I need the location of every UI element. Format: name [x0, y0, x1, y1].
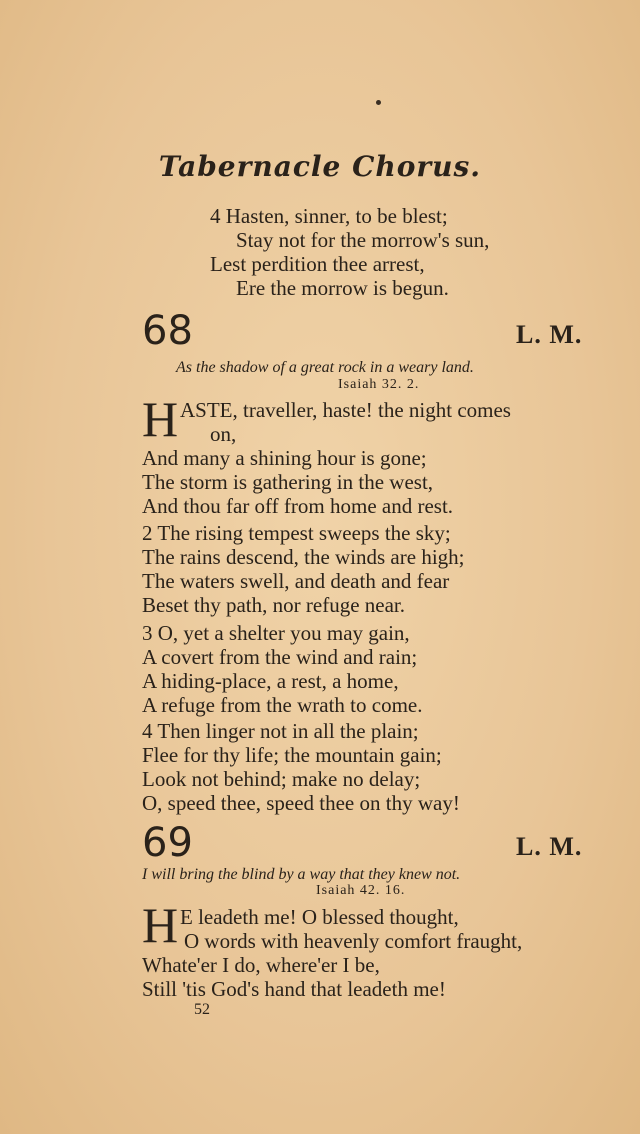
hymn-line: Still 'tis God's hand that leadeth me!	[142, 977, 446, 1001]
hymn-number: 69	[142, 820, 193, 866]
hymn-line: And many a shining hour is gone;	[142, 446, 427, 470]
hymn-line: 3 O, yet a shelter you may gain,	[142, 621, 410, 645]
hymn-line: A covert from the wind and rain;	[142, 645, 418, 669]
hymn-epigraph: As the shadow of a great rock in a weary land.	[176, 359, 474, 376]
hymn-line: Look not behind; make no delay;	[142, 767, 421, 791]
hymn-number: 68	[142, 308, 193, 354]
hymn-line: The storm is gathering in the west,	[142, 470, 434, 494]
hymn-line: on,	[210, 422, 237, 446]
hymn-first-line: E leadeth me! O blessed thought,	[180, 905, 459, 929]
hymn-epigraph: I will bring the blind by a way that they knew not.	[142, 866, 461, 883]
hymn-line: The rains descend, the winds are high;	[142, 545, 465, 569]
prev-verse-line: Lest perdition thee arrest,	[210, 252, 425, 276]
scripture-reference: Isaiah 32. 2.	[338, 377, 420, 392]
hymn-line: A hiding-place, a rest, a home,	[142, 669, 399, 693]
prev-verse-line: 4 Hasten, sinner, to be blest;	[210, 204, 448, 228]
hymn-line: 2 The rising tempest sweeps the sky;	[142, 521, 451, 545]
hymn-line: Beset thy path, nor refuge near.	[142, 593, 405, 617]
hymn-line: A refuge from the wrath to come.	[142, 693, 423, 717]
drop-cap: H	[142, 897, 179, 953]
hymn-line: O words with heavenly comfort fraught,	[184, 929, 523, 953]
prev-verse-line: Ere the morrow is begun.	[236, 276, 449, 300]
hymn-line: Flee for thy life; the mountain gain;	[142, 743, 442, 767]
drop-cap: H	[142, 391, 179, 447]
page-header: Tabernacle Chorus.	[158, 150, 482, 183]
hymn-meter: L. M.	[516, 320, 583, 349]
hymn-line: The waters swell, and death and fear	[142, 569, 450, 593]
ink-dot	[376, 100, 381, 105]
hymn-line: O, speed thee, speed thee on thy way!	[142, 791, 460, 815]
hymn-first-line: ASTE, traveller, haste! the night comes	[180, 398, 511, 422]
prev-verse-line: Stay not for the morrow's sun,	[236, 228, 490, 252]
hymn-line: And thou far off from home and rest.	[142, 494, 454, 518]
page-number: 52	[194, 1001, 210, 1018]
hymn-line: 4 Then linger not in all the plain;	[142, 719, 419, 743]
hymn-meter: L. M.	[516, 832, 583, 861]
hymn-line: Whate'er I do, where'er I be,	[142, 953, 380, 977]
scripture-reference: Isaiah 42. 16.	[316, 883, 406, 898]
